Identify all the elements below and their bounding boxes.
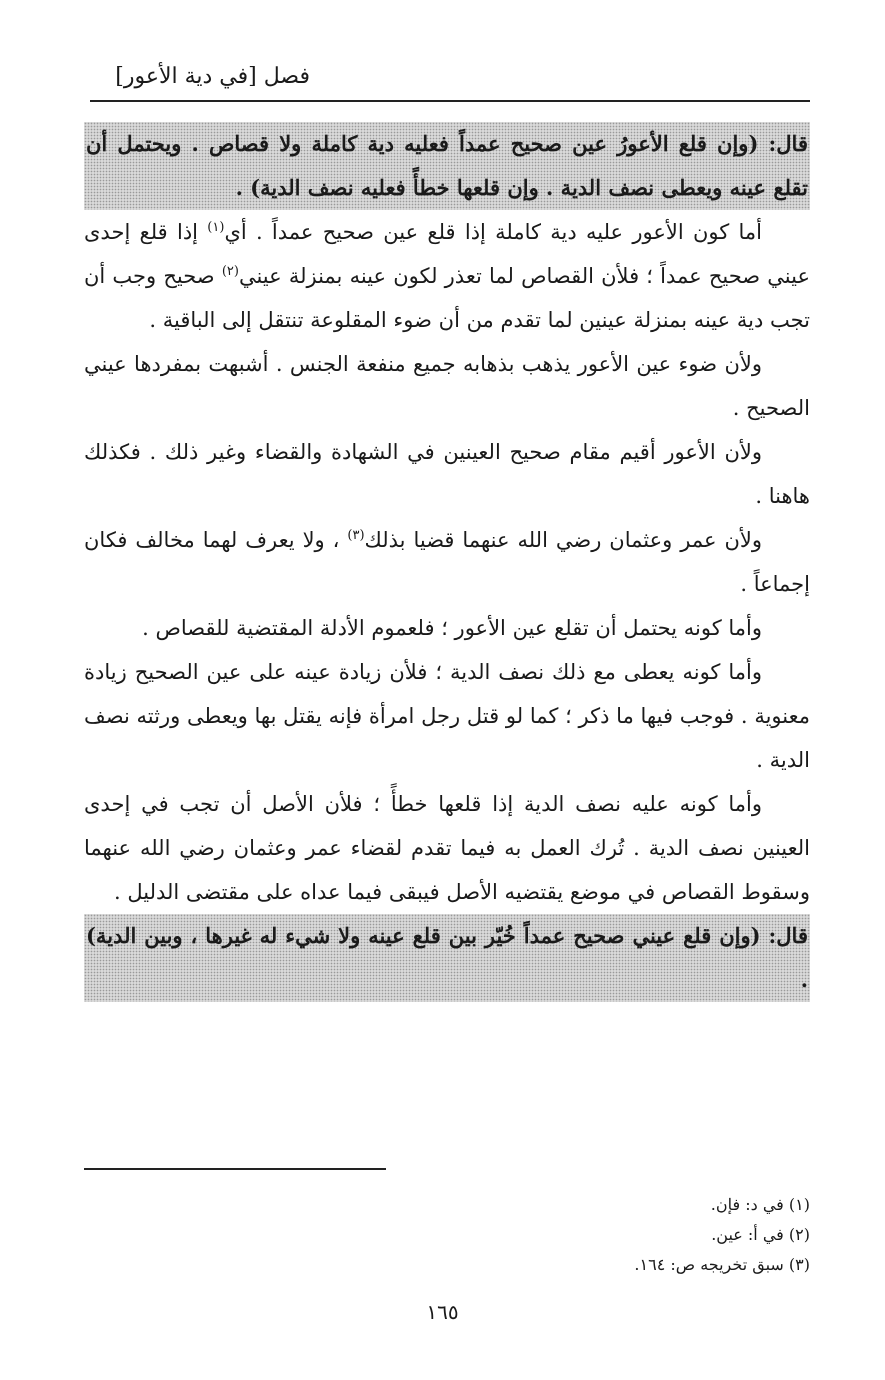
footnotes: [84, 1190, 810, 1280]
footnote: (١) في د: فإن.: [710, 1195, 810, 1214]
quoted-text-block: [84, 914, 810, 1002]
footnote-marker[interactable]: (١): [207, 220, 225, 235]
page-body: [84, 122, 810, 1002]
paragraph-text: ، ولا يعرف لهما مخالف فكان إجماعاً .: [84, 528, 810, 596]
quoted-text: قال: (وإن قلع عيني صحيح عمداً خُيّر بين قلع عينه ولا شيء له غيرها ، وبين الدية) .: [86, 923, 808, 992]
paragraph-text: أما كون الأعور عليه دية كاملة إذا قلع عين صحيح عمداً . أي: [224, 220, 762, 244]
paragraph: ولأن الأعور أقيم مقام صحيح العينين في الشهادة والقضاء وغير ذلك . فكذلك هاهنا .: [84, 440, 810, 508]
paragraph: ولأن ضوء عين الأعور يذهب بذهابه جميع منفعة الجنس . أشبهت بمفردها عيني الصحيح .: [84, 352, 810, 420]
paragraph: [84, 210, 810, 342]
paragraph: [84, 518, 810, 606]
paragraph-text: ولأن عمر وعثمان رضي الله عنهما قضيا بذلك: [364, 528, 762, 552]
paragraph: وأما كونه عليه نصف الدية إذا قلعها خطأً ؛ فلأن الأصل أن تجب في إحدى العينين نصف الدية . تُرك العمل به فيما تقدم لقضاء عمر وعثمان رضي الله عنهما وسقوط القصاص في موضع يقتضيه الأصل فيبقى فيما عداه على مقتضى الدليل .: [84, 792, 810, 904]
paragraph: وأما كونه يحتمل أن تقلع عين الأعور ؛ فلعموم الأدلة المقتضية للقصاص .: [142, 616, 762, 640]
paragraph-text: صحيح وجب أن تجب دية عينه بمنزلة عينين لما تقدم من أن ضوء المقلوعة تنتقل إلى الباقية .: [84, 264, 810, 332]
footnote-marker[interactable]: (٣): [347, 528, 365, 543]
footnote-marker[interactable]: (٢): [221, 264, 239, 279]
paragraph: وأما كونه يعطى مع ذلك نصف الدية ؛ فلأن زيادة عينه على عين الصحيح زيادة معنوية . فوجب فيها ما ذكر ؛ كما لو قتل رجل امرأة فإنه يقتل بها ويعطى ورثته نصف الدية .: [84, 660, 810, 772]
page-number: ١٦٥: [426, 1300, 459, 1324]
paragraph-text: إذا قلع إحدى عيني صحيح عمداً ؛ فلأن القصاص لما تعذر لكون عينه بمنزلة عيني: [84, 220, 810, 288]
chapter-title: فصل [في دية الأعور]: [115, 64, 310, 89]
quoted-text: قال: (وإن قلع الأعورُ عين صحيح عمداً فعليه دية كاملة ولا قصاص . ويحتمل أن تقلع عينه ويعطى نصف الدية . وإن قلعها خطأً فعليه نصف الدية) .: [86, 131, 808, 200]
running-header: [90, 60, 810, 102]
quoted-text-block: [84, 122, 810, 210]
footnote: (٣) سبق تخريجه ص: ١٦٤.: [634, 1255, 810, 1274]
footnote-divider: [84, 1168, 386, 1170]
footnote: (٢) في أ: عين.: [711, 1225, 810, 1244]
